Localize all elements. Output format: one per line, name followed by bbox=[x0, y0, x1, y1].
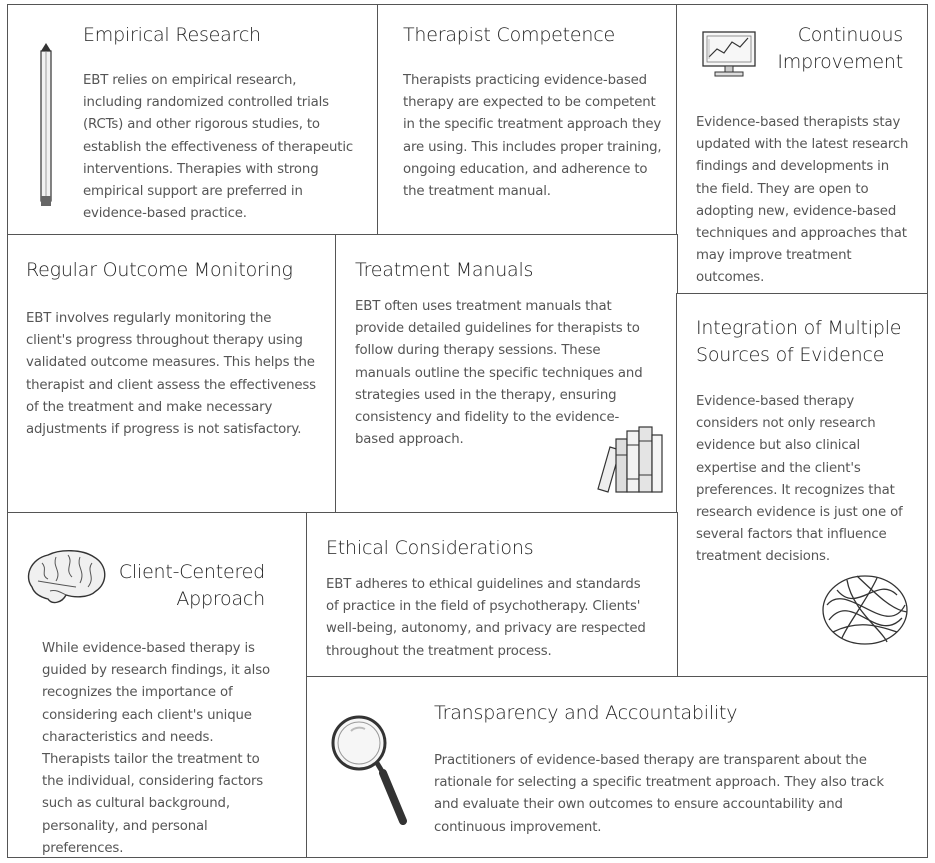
card-body: While evidence-based therapy is guided by research findings, it also recognizes the importance of considering each client's unique characteristics and needs. Therapists tailor the treatment to the individual, considering factors such as cultural background, personality, and personal preferences. bbox=[42, 641, 270, 856]
card-title bbox=[696, 315, 901, 369]
card-integration-of-evidence bbox=[676, 293, 928, 677]
card-title: Transparency and Accountability bbox=[434, 702, 738, 724]
card-transparency-accountability bbox=[306, 676, 928, 858]
yarn-ball-icon bbox=[817, 570, 913, 650]
card-body: EBT adheres to ethical guidelines and standards of practice in the field of psychotherapy. Clients' well-being, autonomy, and privacy are respected throughout the treatment process. bbox=[326, 577, 646, 659]
card-title: Ethical Considerations bbox=[326, 537, 534, 559]
books-icon bbox=[594, 425, 666, 495]
card-body: Therapists practicing evidence-based therapy are expected to be competent in the specific treatment approach they are using. This includes proper training, ongoing education, and adherence to the treatment manual. bbox=[403, 73, 662, 200]
magnifying-glass-icon bbox=[327, 709, 417, 831]
card-title-line: Improvement bbox=[777, 51, 903, 73]
card-title: Regular Outcome Monitoring bbox=[26, 259, 293, 281]
card-continuous-improvement bbox=[676, 4, 928, 295]
card-title bbox=[777, 22, 903, 76]
card-treatment-manuals bbox=[335, 234, 678, 514]
brain-icon bbox=[22, 547, 110, 607]
card-title-line: Integration of Multiple bbox=[696, 317, 902, 339]
card-ethical-considerations bbox=[306, 512, 678, 678]
card-empirical-research bbox=[7, 4, 379, 236]
card-body: Practitioners of evidence-based therapy are transparent about the rationale for selecting a specific treatment approach. They also track and evaluate their own outcomes to ensure accountability and continuous improvement. bbox=[434, 753, 884, 835]
card-title: Empirical Research bbox=[83, 24, 261, 46]
card-client-centered-approach bbox=[7, 512, 308, 858]
card-body: Evidence-based therapy considers not only research evidence but also clinical expertise and the client's preferences. It recognizes that research evidence is just one of several factors that influence treatment decisions. bbox=[696, 394, 903, 565]
card-title: Therapist Competence bbox=[403, 24, 615, 46]
pencil-icon bbox=[33, 41, 63, 211]
card-title bbox=[119, 559, 265, 613]
card-regular-outcome-monitoring bbox=[7, 234, 337, 514]
card-title-line: Approach bbox=[176, 588, 265, 610]
computer-monitor-icon bbox=[699, 29, 761, 81]
card-title-line: Sources of Evidence bbox=[696, 344, 885, 366]
card-title: Treatment Manuals bbox=[355, 259, 534, 281]
card-body: Evidence-based therapists stay updated with the latest research findings and developments in the field. They are open to adopting new, evidence-based techniques and approaches that may improve treatment outcomes. bbox=[696, 115, 909, 286]
card-body: EBT involves regularly monitoring the client's progress throughout therapy using validated outcome measures. This helps the therapist and client assess the effectiveness of the treatment and make necessary adjustments if progress is not satisfactory. bbox=[26, 311, 316, 438]
card-title-line: Continuous bbox=[797, 24, 903, 46]
card-body: EBT often uses treatment manuals that provide detailed guidelines for therapists to follow during therapy sessions. These manuals outline the specific techniques and strategies used in the therapy, ensuring consistency and fidelity to the evidence-based approach. bbox=[355, 299, 643, 448]
card-body: EBT relies on empirical research, including randomized controlled trials (RCTs) and other rigorous studies, to establish the effectiveness of therapeutic interventions. Therapies with strong empirical support are preferred in evidence-based practice. bbox=[83, 73, 354, 222]
card-therapist-competence bbox=[377, 4, 678, 236]
card-title-line: Client-Centered bbox=[118, 561, 265, 583]
